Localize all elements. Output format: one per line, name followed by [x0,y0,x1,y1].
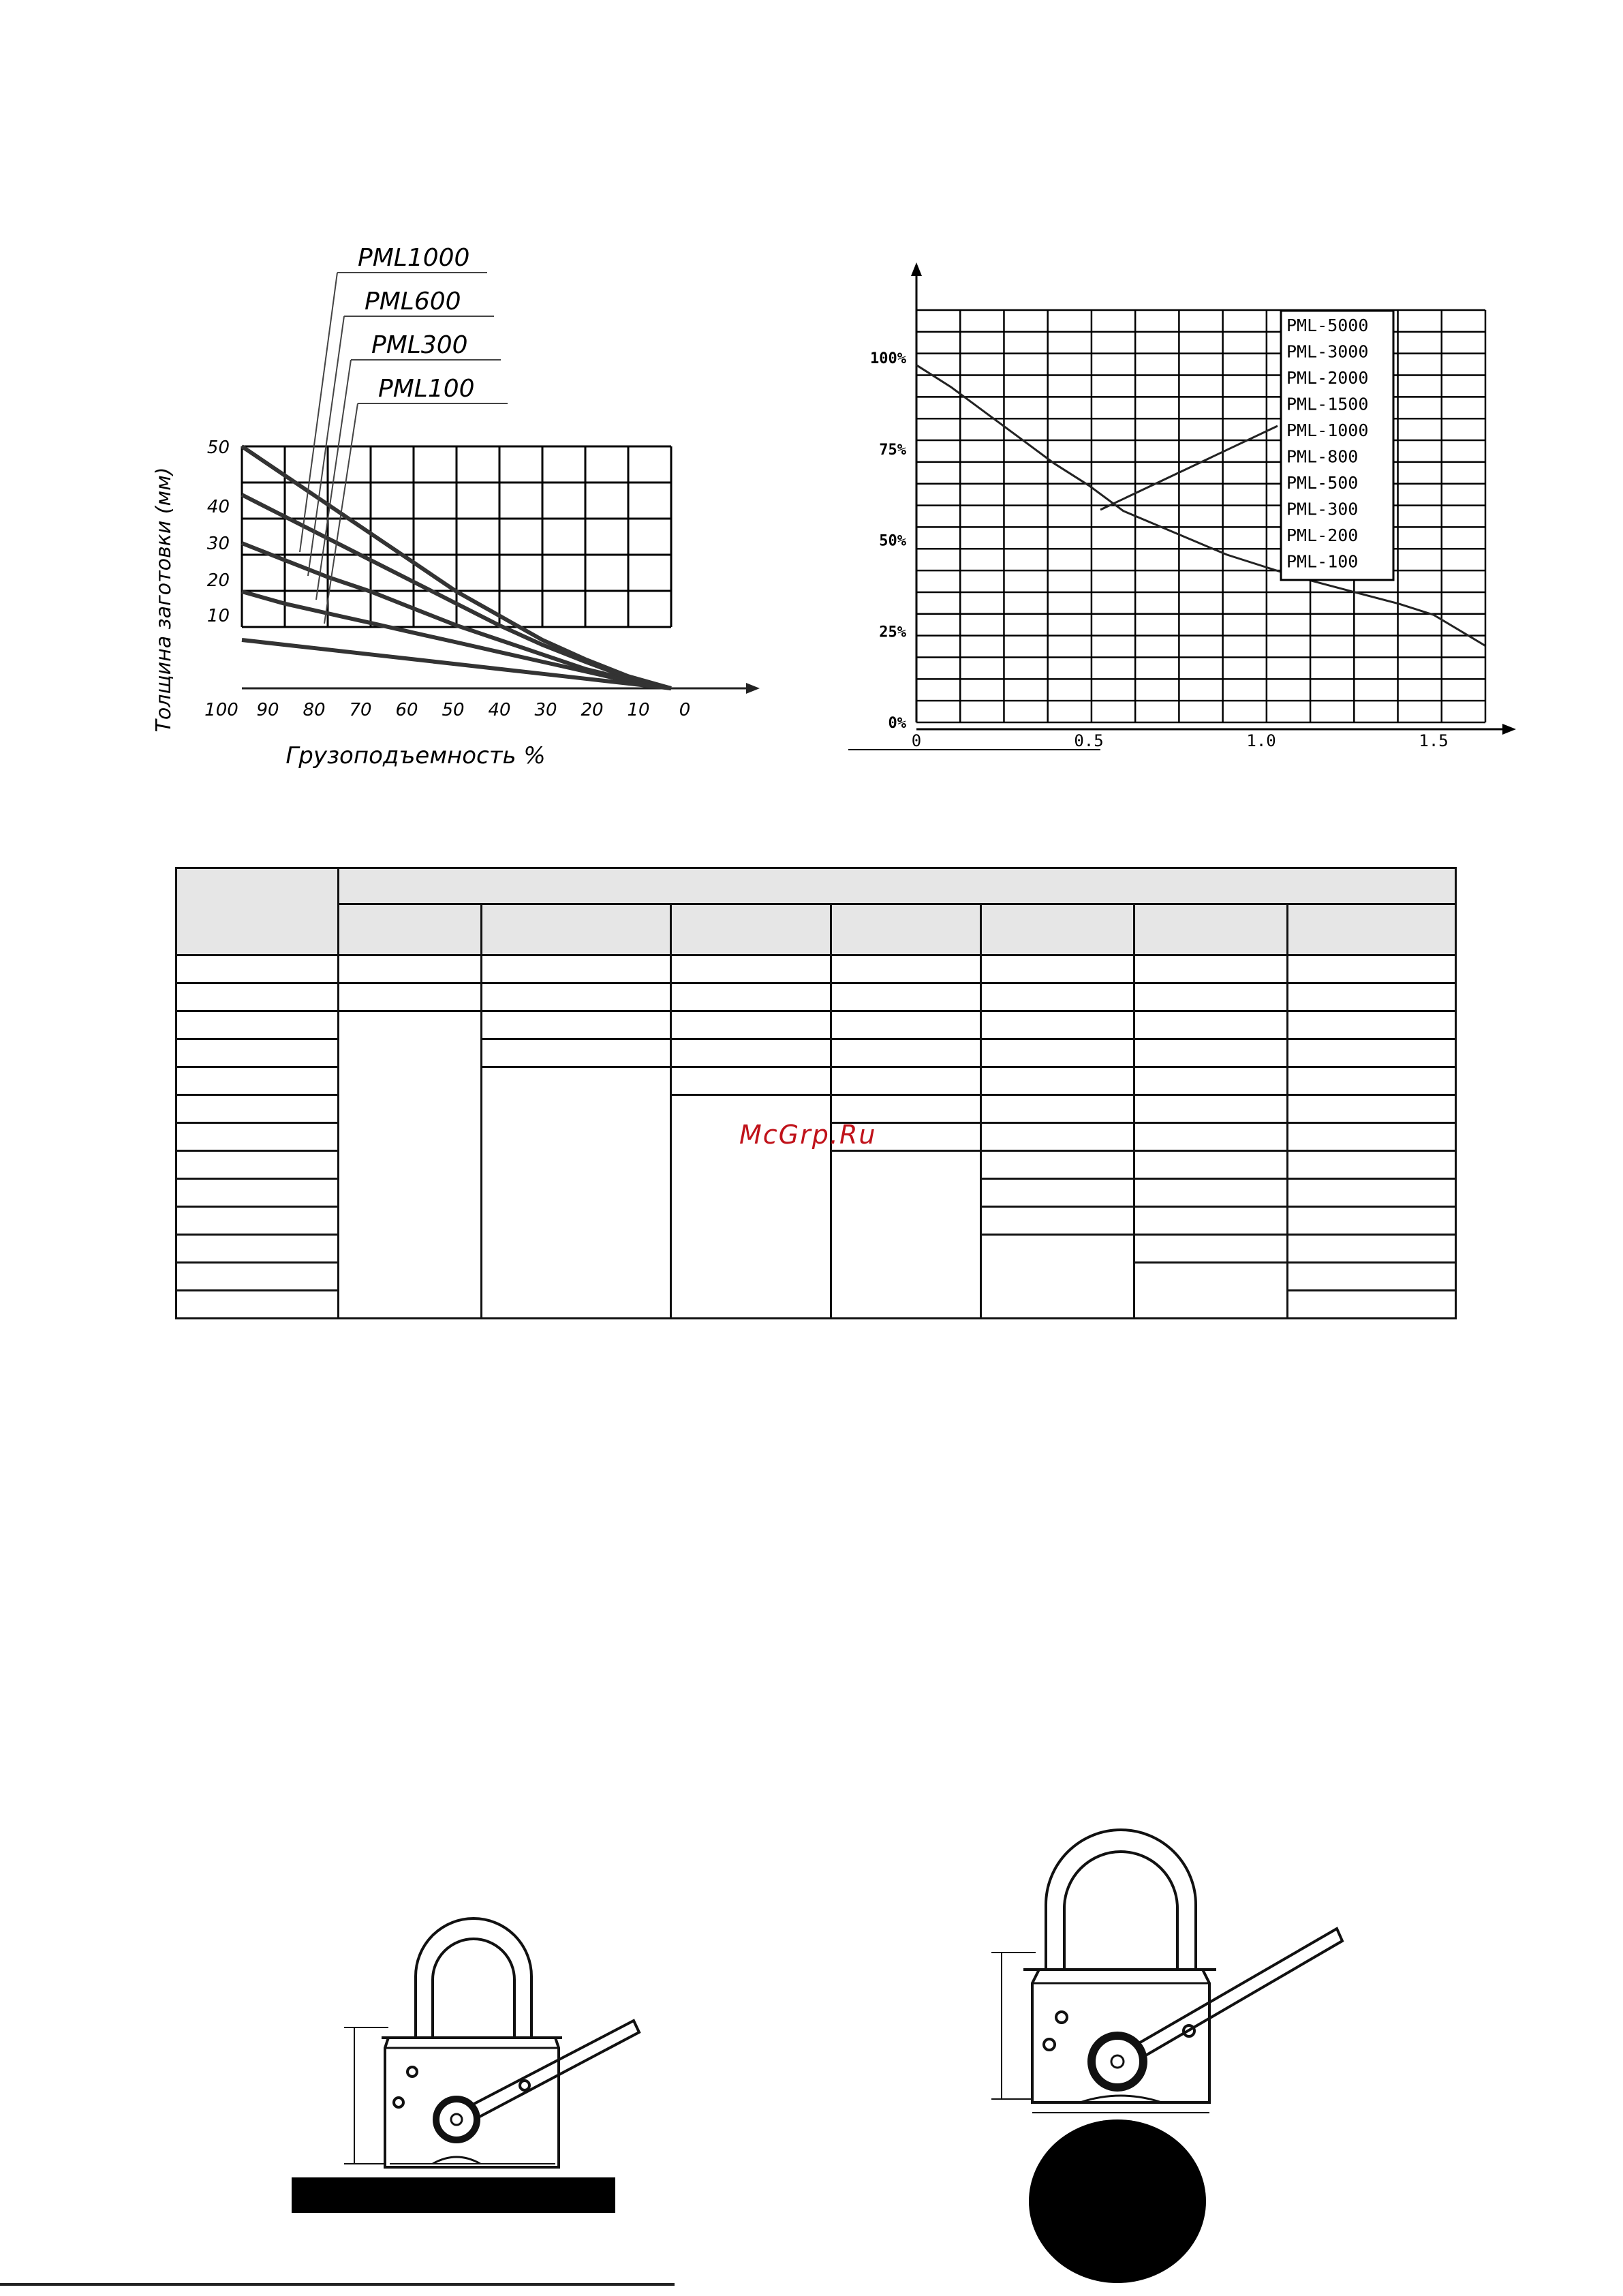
x-tick-label: 0 [679,700,691,720]
x-tick-label: 20 [581,700,604,720]
x-tick-label: 0 [911,731,922,750]
x-tick-label: 50 [442,700,465,720]
y-tick-label: 20 [206,570,230,591]
round-bar [1029,2119,1206,2283]
legend-label: PML1000 [358,245,470,272]
y-tick-label: 40 [206,497,230,517]
lever-pivot-icon [1092,2036,1143,2087]
y-tick-label: 50 [206,438,230,458]
y-tick-label: 0% [888,715,906,732]
x-tick-label: 1.0 [1246,731,1276,750]
legend-leader-line [300,273,337,552]
x-tick-label: 90 [256,700,279,720]
legend-label: PML300 [371,331,468,359]
table-row [176,955,1456,983]
legend-label: PML-100 [1286,551,1359,572]
y-tick-label: 75% [879,441,906,459]
series-line-unnamed-4 [242,640,671,688]
legend-label: PML-5000 [1286,316,1369,335]
legend-leader-lines [300,273,508,624]
table-header-cell [981,904,1134,955]
table-header-cell [1134,904,1288,955]
lever-arm [1137,1929,1342,2057]
x-tick-label: 0.5 [1074,731,1104,750]
handle-ring-inner [1064,1852,1177,1970]
legend-leader-line [1100,426,1278,510]
x-axis-label: Грузоподъемность % [285,742,546,769]
capacity-curve-chart [841,252,1523,770]
legend-label: PML100 [378,375,475,403]
x-axis-arrow-icon [746,683,760,694]
thickness-capacity-chart [129,245,797,804]
height-dimension [991,1953,1036,2099]
x-axis-arrow-icon [1502,724,1516,735]
y-tick-label: 100% [870,350,906,367]
spec-table [175,867,1457,1319]
lever-arm [470,2021,639,2118]
table-header-cell [671,904,831,955]
x-tick-label: 1.5 [1419,731,1449,750]
y-tick-label: 50% [879,532,906,550]
legend-label: PML-1000 [1286,420,1369,440]
magnet-on-plate-figure [286,1901,668,2215]
table-header-group [339,868,1456,904]
handle-ring-inner [433,1939,514,2038]
table-header-cell [339,904,482,955]
y-tick-label: 25% [879,624,906,641]
chart-grid [916,310,1485,722]
table-header-cell [482,904,671,955]
table-row [176,1011,1456,1039]
legend-label: PML-800 [1286,446,1359,467]
y-axis-label: Толщина заготовки (мм) [152,467,176,733]
legend-label: PML-1500 [1286,394,1369,414]
y-axis-arrow-icon [911,262,922,276]
x-tick-label: 70 [349,700,372,720]
chart-legend [1100,311,1393,580]
y-tick-labels [870,350,907,732]
x-tick-label: 60 [395,700,418,720]
y-tick-label: 30 [206,534,230,554]
x-tick-label: 30 [534,700,557,720]
legend-label: PML-200 [1286,525,1359,545]
chart-legend [358,245,475,403]
x-tick-label: 100 [204,700,238,720]
steel-plate [292,2177,615,2213]
legend-label: PML-300 [1286,499,1359,519]
magnet-on-round-bar-figure [981,1826,1417,2290]
table-header-cell [1288,904,1456,955]
x-tick-label: 40 [488,700,511,720]
legend-label: PML-3000 [1286,341,1369,362]
x-tick-label: 10 [627,700,650,720]
y-tick-labels [207,438,230,626]
y-tick-label: 10 [206,606,230,626]
x-tick-labels [912,731,1449,750]
x-tick-labels [204,700,690,720]
table-header-cell [831,904,981,955]
watermark: McGrp.Ru [739,1120,877,1150]
legend-label: PML-500 [1286,473,1359,493]
x-tick-label: 80 [303,700,326,720]
legend-label: PML600 [365,288,461,316]
table-row [176,983,1456,1011]
table-header-corner [176,868,339,955]
height-dimension [344,2027,388,2164]
legend-label: PML-2000 [1286,368,1369,388]
chart-grid [242,446,760,694]
page-divider [0,2283,675,2286]
